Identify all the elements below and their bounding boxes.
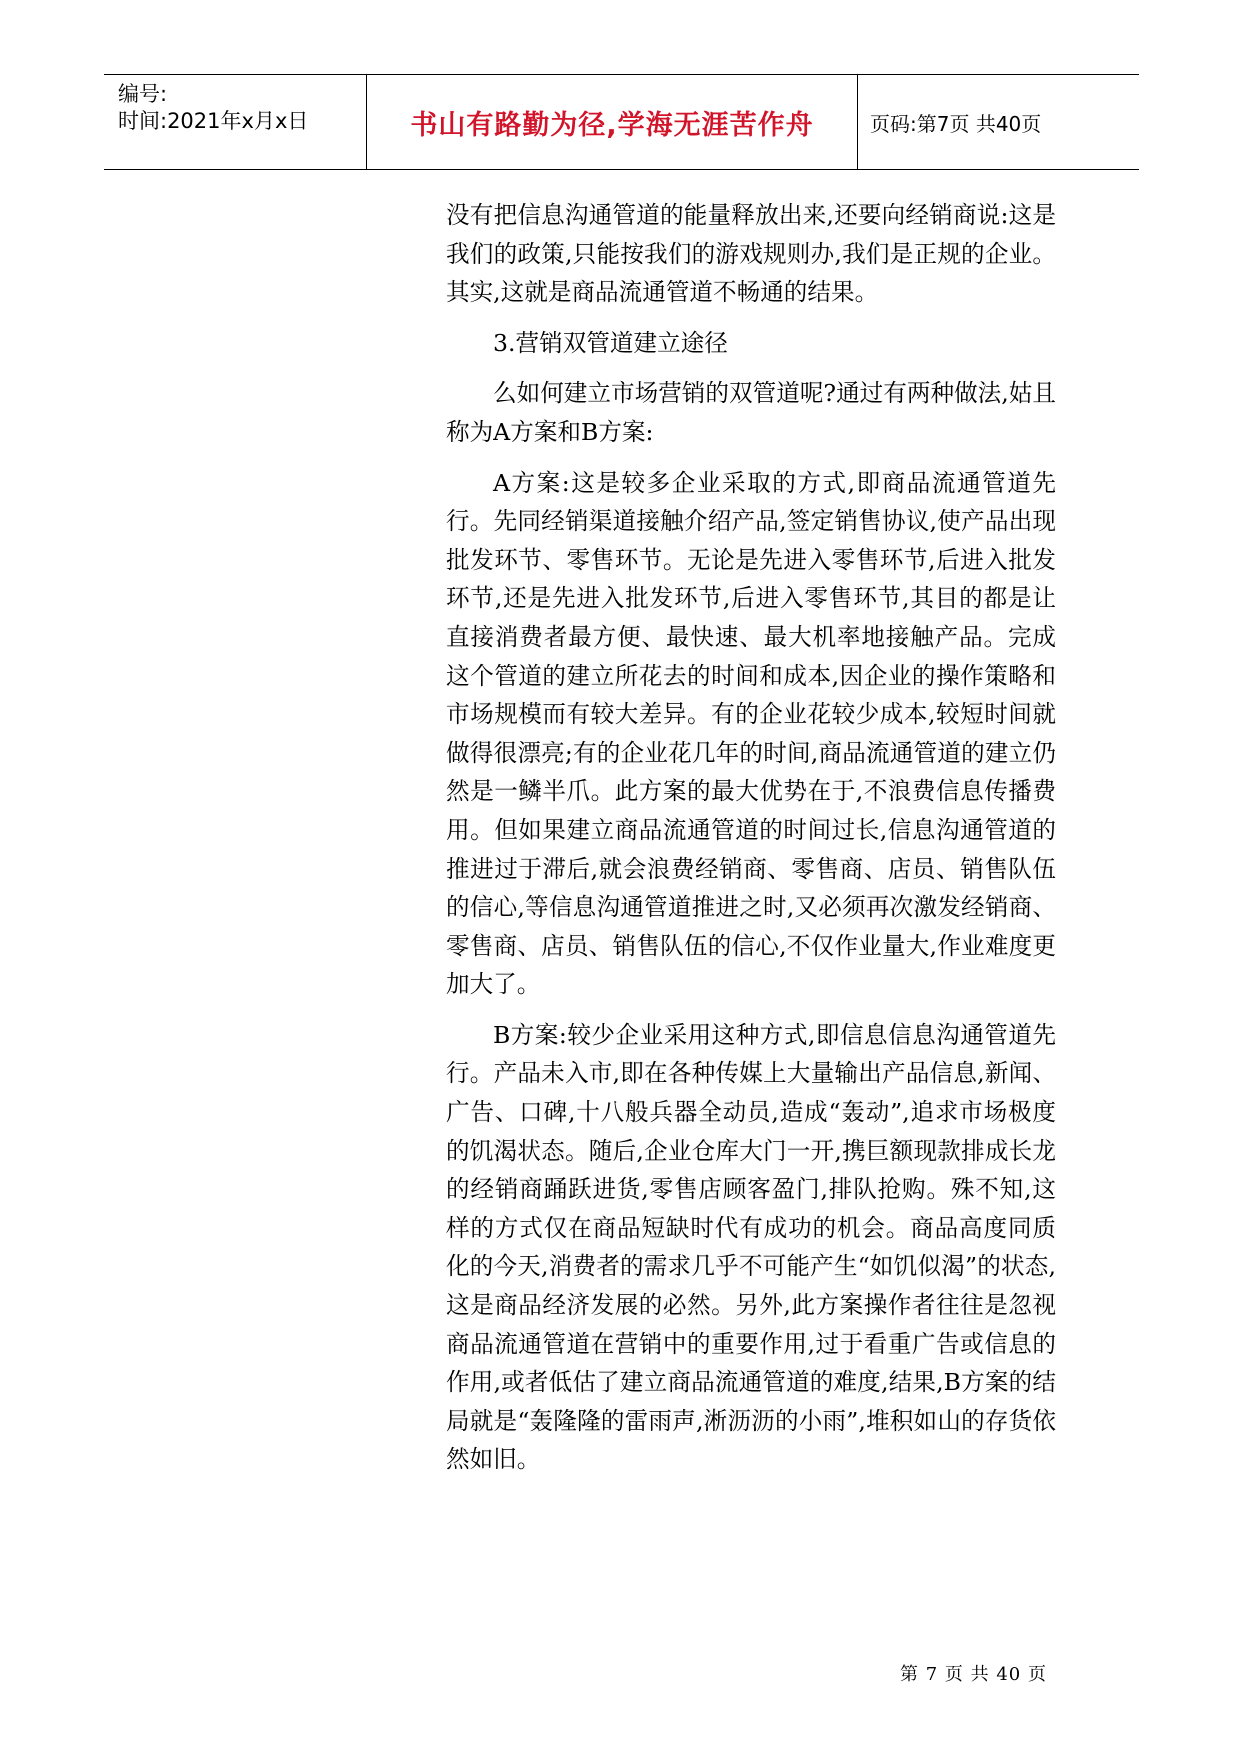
header-motto: 书山有路勤为径,学海无涯苦作舟 (366, 75, 858, 169)
header-page-info: 页码:第7页 共40页 (870, 111, 1042, 136)
document-time-label: 时间:2021年x月x日 (118, 109, 309, 133)
document-number-label: 编号: (118, 82, 168, 106)
paragraph-plan-b: B方案:较少企业采用这种方式,即信息信息沟通管道先行。产品未入市,即在各种传媒上大量输出产品信息,新闻、广告、口碑,十八般兵器全动员,造成“轰动”,追求市场极度的饥渴状态。随后,企业仓库大门一开,携巨额现款排成长龙的经销商踊跃进货,零售店顾客盈门,排队抢购。殊不知,这样的方式仅在商品短缺时代有成功的机会。商品高度同质化的今天,消费者的需求几乎不可能产生“如饥似渴”的状态,这是商品经济发展的必然。另外,此方案操作者往往是忽视商品流通管道在营销中的重要作用,过于看重广告或信息的作用,或者低估了建立商品流通管道的难度,结果,B方案的结局就是“轰隆隆的雷雨声,淅沥沥的小雨”,堆积如山的存货依然如旧。 (446, 1020, 1056, 1474)
paragraph-plan-a: A方案:这是较多企业采取的方式,即商品流通管道先行。先同经销渠道接触介绍产品,签定销售协议,使产品出现批发环节、零售环节。无论是先进入零售环节,后进入批发环节,还是先进入批发环节,后进入零售环节,其目的都是让直接消费者最方便、最快速、最大机率地接触产品。完成这个管道的建立所花去的时间和成本,因企业的操作策略和市场规模而有较大差异。有的企业花较少成本,较短时间就做得很漂亮;有的企业花几年的时间,商品流通管道的建立仍然是一鳞半爪。此方案的最大优势在于,不浪费信息传播费用。但如果建立商品流通管道的时间过长,信息沟通管道的推进过于滞后,就会浪费经销商、零售商、店员、销售队伍的信心,等信息沟通管道推进之时,又必须再次激发经销商、零售商、店员、销售队伍的信心,不仅作业量大,作业难度更加大了。 (446, 468, 1056, 999)
document-body (446, 196, 1056, 1479)
page-header (104, 74, 1139, 170)
paragraph-continued: 没有把信息沟通管道的能量释放出来,还要向经销商说:这是我们的政策,只能按我们的游戏规则办,我们是正规的企业。其实,这就是商品流通管道不畅通的结果。 (446, 201, 1056, 307)
section-heading: 3.营销双管道建立途径 (493, 328, 728, 357)
page-footer: 第 7 页 共 40 页 (900, 1664, 1047, 1685)
paragraph-intro: 么如何建立市场营销的双管道呢?通过有两种做法,姑且称为A方案和B方案: (446, 379, 1056, 446)
